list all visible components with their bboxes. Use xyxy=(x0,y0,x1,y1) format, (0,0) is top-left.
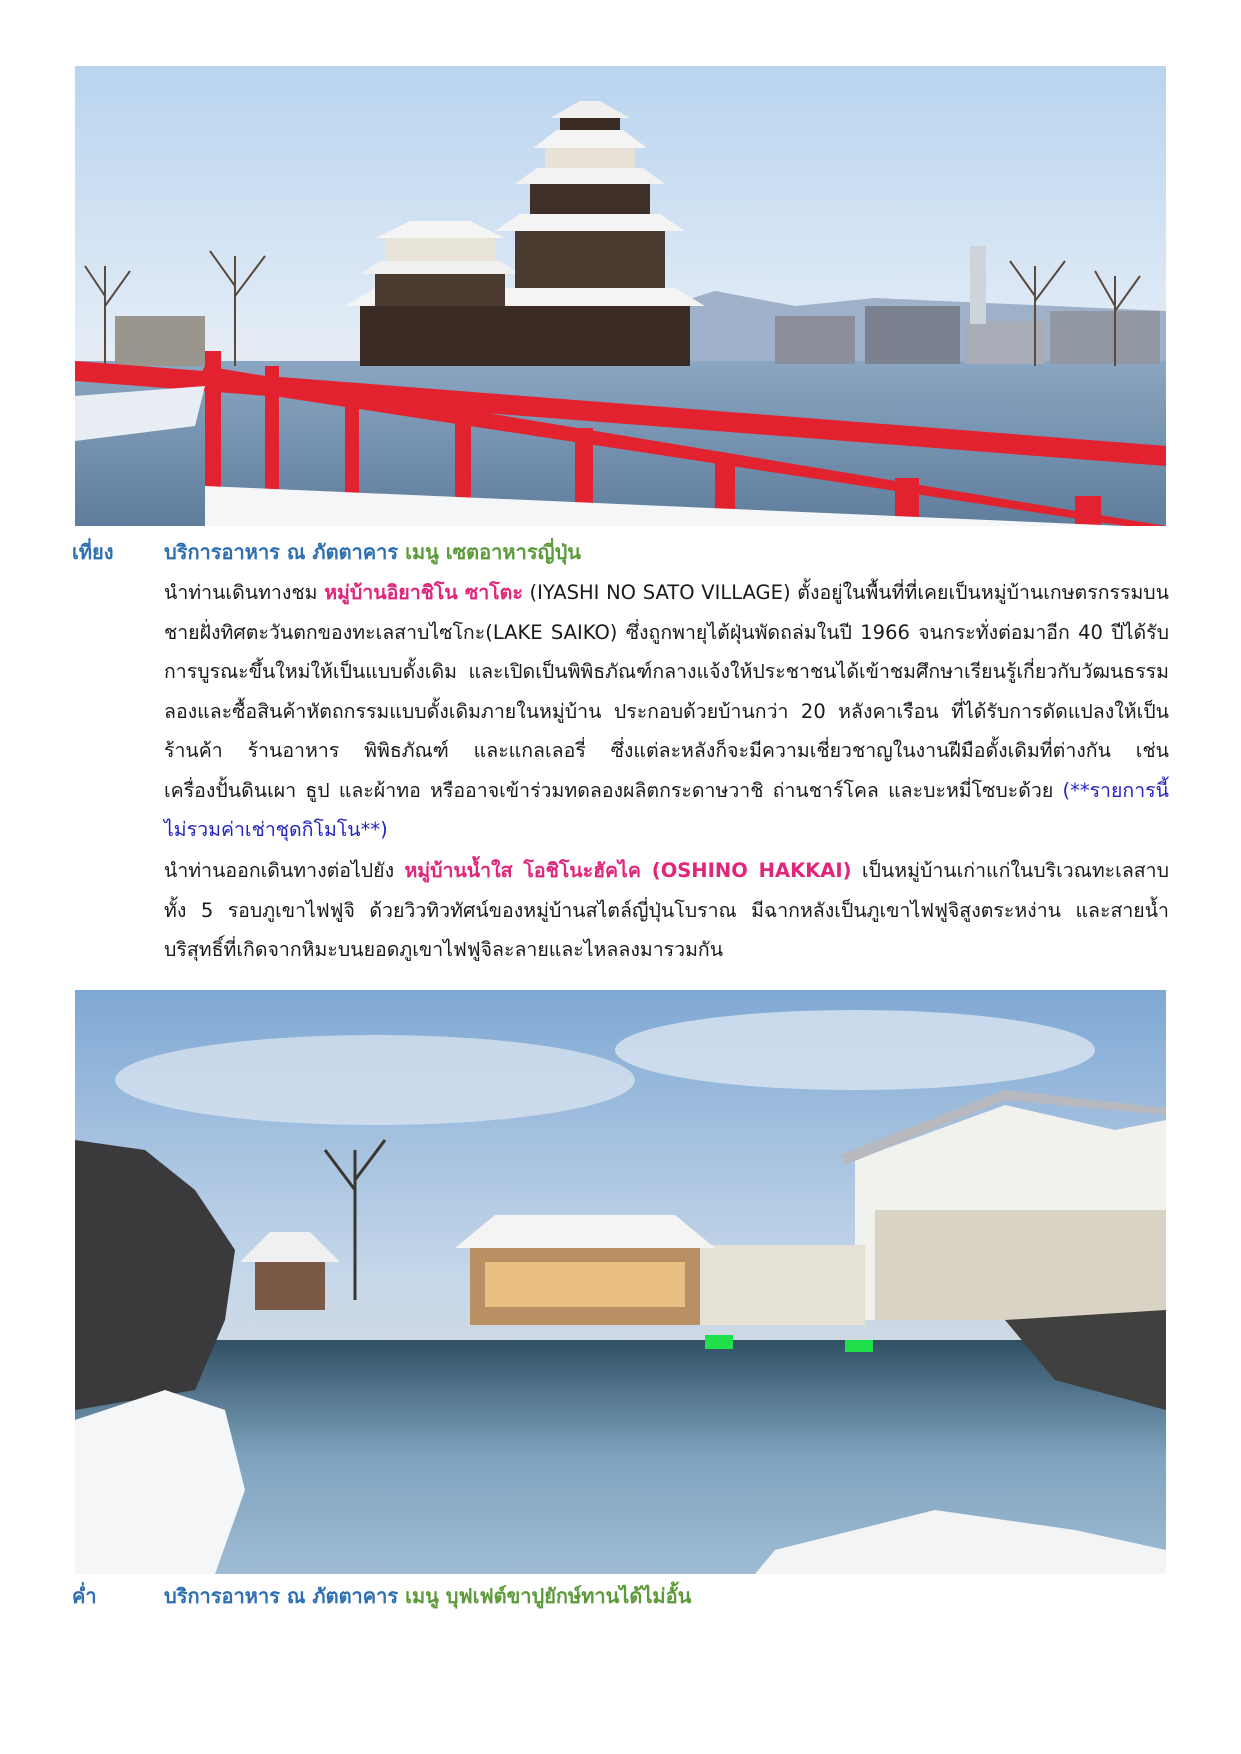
dinner-service: บริการอาหาร ณ ภัตตาคาร xyxy=(164,1584,399,1608)
lunch-menu: เมนู เซตอาหารญี่ปุ่น xyxy=(405,540,581,564)
iyashi-highlight: หมู่บ้านอิยาชิโน ซาโตะ xyxy=(324,581,523,604)
para1-text-body: (IYASHI NO SATO VILLAGE) ตั้งอยู่ในพื้นที่ที่เคยเป็นหมู่บ้านเกษตรกรรมบนชายฝั่งทิศตะวันตกของทะเลสาบไซโกะ(LAKE SAIKO) ซึ่งถูกพายุไต้ฝุ่นพัดถล่มในปี 1966 จนกระทั่งต่อมาอีก 40 ปีได้รับการบูรณะขึ้นใหม่ให้เป็นแบบดั้งเดิม และเปิดเป็นพิพิธภัณฑ์กลางแจ้งให้ประชาชนได้เข้าชมศึกษาเรียนรู้เกี่ยวกับวัฒนธรรม ลองและซื้อสินค้าหัตถกรรมแบบดั้งเดิมภายในหมู่บ้าน ประกอบด้วยบ้านกว่า 20 หลังคาเรือน ที่ได้รับการดัดแปลงให้เป็นร้านค้า ร้านอาหาร พิพิธภัณฑ์ และแกลเลอรี่ ซึ่งแต่ละหลังก็จะมีความเชี่ยวชาญในงานฝีมือดั้งเดิมที่ต่างกัน เช่น เครื่องปั้นดินเผา ธูป และผ้าทอ หรืออาจเข้าร่วมทดลองผลิตกระดาษวาชิ ถ่านชาร์โคล และบะหมี่โซบะด้วย xyxy=(164,581,1170,802)
dinner-label: ค่ำ xyxy=(72,1584,97,1608)
oshino-hakkai-photo xyxy=(75,990,1166,1574)
lunch-row xyxy=(72,536,581,568)
para1-text-intro: นำท่านเดินทางชม xyxy=(164,581,325,604)
iyashi-description xyxy=(164,573,1169,850)
castle-bridge-photo xyxy=(75,66,1166,526)
lunch-service: บริการอาหาร ณ ภัตตาคาร xyxy=(164,540,399,564)
para2-text-body: เป็นหมู่บ้านเก่าแก่ในบริเวณทะเลสาบทั้ง 5 รอบภูเขาไฟฟูจิ ด้วยวิวทิวทัศน์ของหมู่บ้านสไตล์ญี่ปุ่นโบราณ มีฉากหลังเป็นภูเขาไฟฟูจิสูงตระหง่าน และสายน้ำบริสุทธิ์ที่เกิดจากหิมะบนยอดภูเขาไฟฟูจิละลายและไหลลงมารวมกัน xyxy=(164,859,1169,961)
oshino-description xyxy=(164,851,1169,970)
dinner-menu: เมนู บุฟเฟต์ขาปูยักษ์ทานได้ไม่อั้น xyxy=(405,1584,692,1608)
lunch-label: เที่ยง xyxy=(72,540,114,564)
para2-text-intro: นำท่านออกเดินทางต่อไปยัง xyxy=(164,859,405,882)
dinner-row xyxy=(72,1580,691,1612)
oshino-highlight: หมู่บ้านน้ำใส โอชิโนะฮัคไค (OSHINO HAKKAI) xyxy=(404,859,852,882)
kimono-note: (**รายการนี้ไม่รวมค่าเช่าชุดกิโมโน**) xyxy=(164,778,1169,841)
